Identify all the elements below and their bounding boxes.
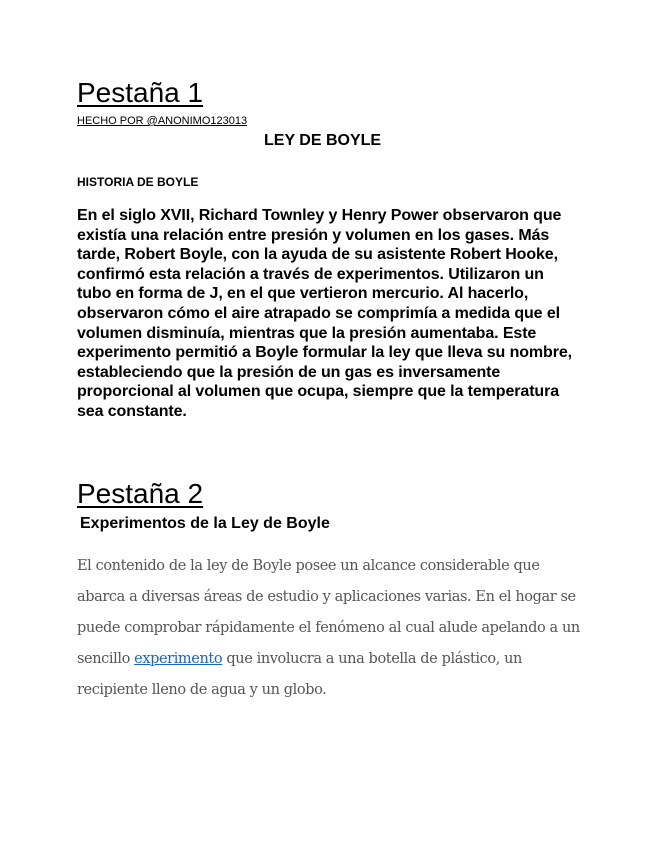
paragraph-line: abarca a diversas áreas de estudio y aplicaciones varias. En el hogar se: [77, 589, 576, 605]
tab-1-title: Pestaña 1: [77, 77, 204, 108]
paragraph-line: [77, 644, 655, 675]
author-credit: HECHO POR @ANONIMO123013: [77, 115, 248, 127]
history-heading: HISTORIA DE BOYLE: [77, 175, 199, 189]
paragraph-line: El contenido de la ley de Boyle posee un alcance considerable que: [77, 558, 540, 574]
paragraph-line: puede comprobar rápidamente el fenómeno al cual alude apelando a un: [77, 620, 580, 636]
paragraph-text: que involucra a una botella de plástico, un: [222, 651, 522, 667]
tab-2-title: Pestaña 2: [77, 478, 204, 509]
experiments-paragraph: [77, 551, 655, 706]
experiments-heading: Experimentos de la Ley de Boyle: [80, 515, 330, 532]
paragraph-text: sencillo: [77, 651, 135, 667]
experiment-link[interactable]: experimento: [134, 651, 223, 667]
paragraph-line: recipiente lleno de agua y un globo.: [77, 682, 327, 698]
document-title: LEY DE BOYLE: [264, 132, 382, 149]
history-paragraph: En el siglo XVII, Richard Townley y Henry Power observaron que existía una relación entre presión y volumen en los gases. Más tarde, Robert Boyle, con la ayuda de su asistente Robert Hooke, confirmó esta relación a través de experimentos. Utilizaron un tubo en forma de J, en el que vertieron mercurio. Al hacerlo, observaron cómo el aire atrapado se comprimía a medida que el volumen disminuía, mientras que la presión aumentaba. Este experimento permitió a Boyle formular la ley que lleva su nombre, estableciendo que la presión de un gas es inversamente proporcional al volumen que ocupa, siempre que la temperatura sea constante.: [77, 207, 572, 420]
